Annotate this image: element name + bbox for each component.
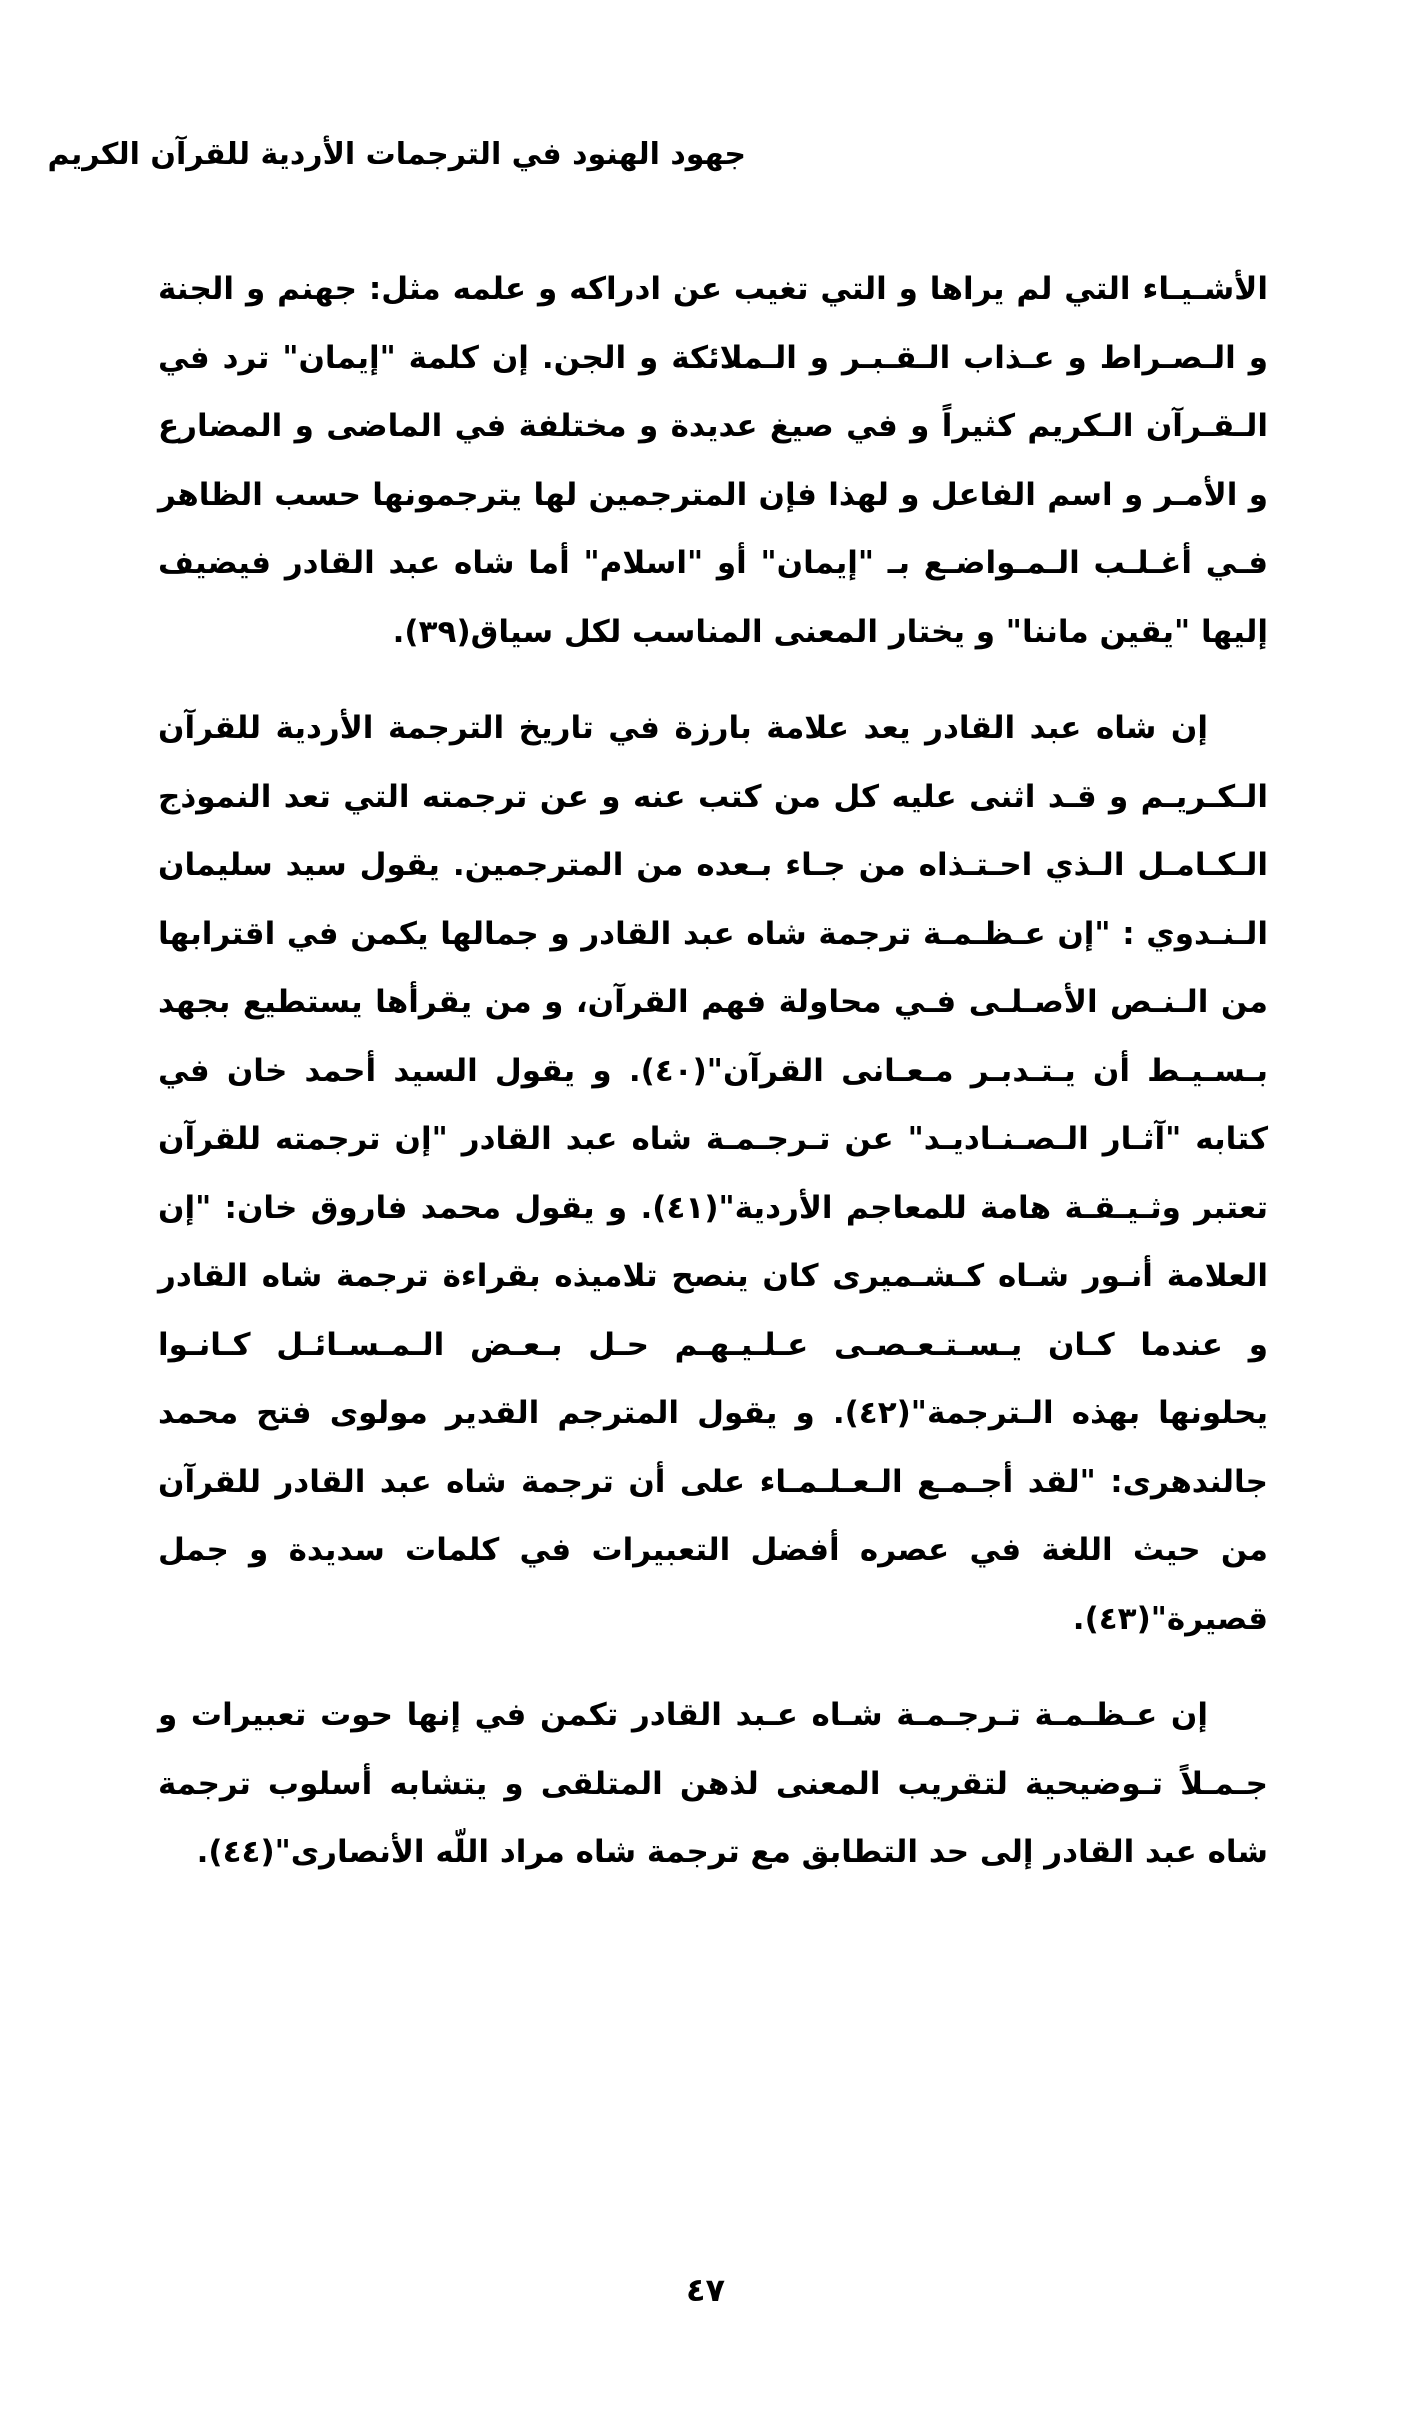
body-text xyxy=(158,255,1268,1887)
running-header: جهود الهنود في الترجمات الأردية للقرآن الكريم xyxy=(47,137,746,172)
page-number: ٤٧ xyxy=(685,2271,726,2309)
paragraph: إن عـظـمـة تـرجـمـة شـاه عـبد القادر تكمن في إنها حوت تعبيرات و جـمـلاً تـوضيحية لتقريب المعنى لذهن المتلقى و يتشابه أسلوب ترجمة شاه عبد القادر إلى حد التطابق مع ترجمة شاه مراد اللّه الأنصارى"(٤٤). xyxy=(158,1697,1268,1870)
paragraph: إن شاه عبد القادر يعد علامة بارزة في تاريخ الترجمة الأردية للقرآن الـكـريـم و قـد اثنى عليه كل من كتب عنه و عن ترجمته التي تعد النموذج الـكـامـل الـذي احـتـذاه من جـاء بـعده من المترجمين. يقول سيد سليمان الـنـدوي : "إن عـظـمـة ترجمة شاه عبد القادر و جمالها يكمن في اقترابها من الـنـص الأصـلـى فـي محاولة فهم القرآن، و من يقرأها يستطيع بجهد بـسـيـط أن يـتـدبـر مـعـانى القرآن"(٤٠). و يقول السيد أحمد خان في كتابه "آثـار الـصـنـاديـد" عن تـرجـمـة شاه عبد القادر "إن ترجمته للقرآن تعتبر وثـيـقـة هامة للمعاجم الأردية"(٤١). و يقول محمد فاروق خان: "إن العلامة أنـور شـاه كـشـميرى كان ينصح تلاميذه بقراءة ترجمة شاه القادر و عندما كـان يـسـتـعـصـى عـلـيـهـم حـل بـعـض الـمـسـائـل كـانـوا يحلونها بهذه الـترجمة"(٤٢). و يقول المترجم القدير مولوى فتح محمد جالندهرى: "لقد أجـمـع الـعـلـمـاء على أن ترجمة شاه عبد القادر للقرآن من حيث اللغة في عصره أفضل التعبيرات في كلمات سديدة و جمل قصيرة"(٤٣). xyxy=(158,710,1268,1637)
paragraph: الأشـيـاء التي لم يراها و التي تغيب عن ادراكه و علمه مثل: جهنم و الجنة و الـصـراط و عـذاب الـقـبـر و الـملائكة و الجن. إن كلمة "إيمان" ترد في الـقـرآن الـكريم كثيراً و في صيغ عديدة و مختلفة في الماضى و المضارع و الأمـر و اسم الفاعل و لهذا فإن المترجمين لها يترجمونها حسب الظاهر فـي أغـلـب الـمـواضـع بـ "إيمان" أو "اسلام" أما شاه عبد القادر فيضيف إليها "يقين ماننا" و يختار المعنى المناسب لكل سياق(٣٩). xyxy=(158,271,1268,650)
